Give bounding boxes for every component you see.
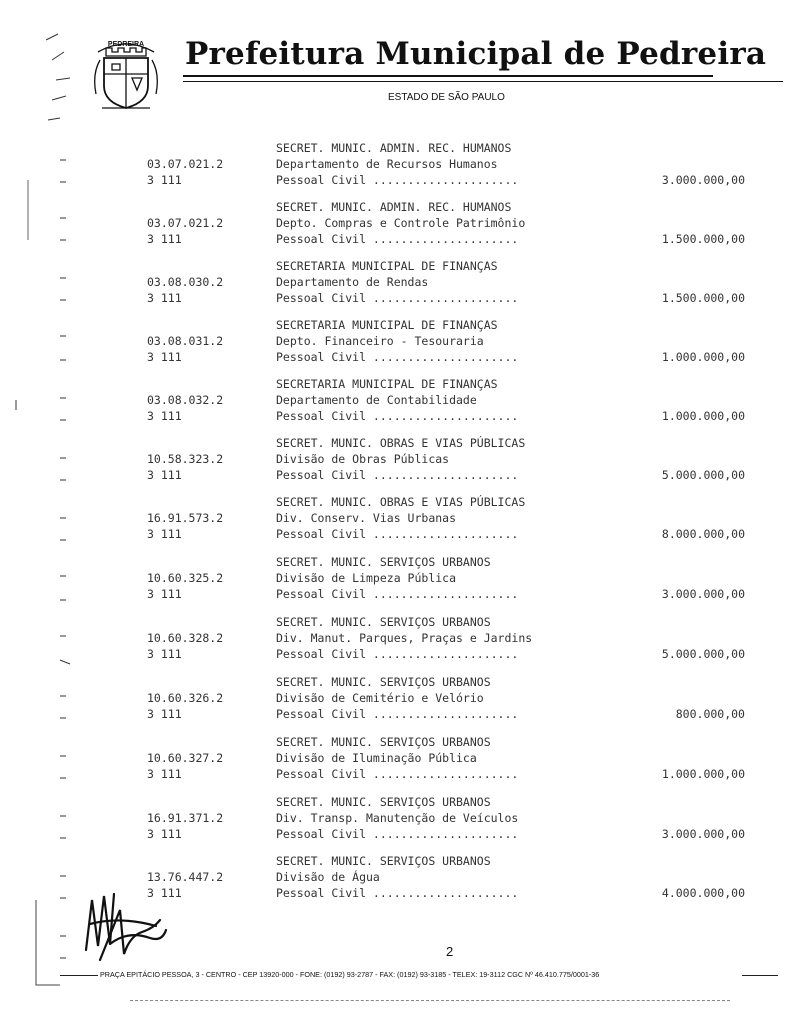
department: Departamento de Contabilidade xyxy=(276,393,477,407)
amount: 1.000.000,00 xyxy=(661,409,745,423)
amount: 5.000.000,00 xyxy=(661,647,745,661)
program-code: 03.08.031.2 xyxy=(147,334,224,348)
expense-description: Pessoal Civil ..................... xyxy=(276,468,519,482)
expense-description: Pessoal Civil ..................... xyxy=(276,587,519,601)
department: Divisão de Limpeza Pública xyxy=(276,571,457,585)
footer-rule-right xyxy=(742,975,778,976)
amount: 1.500.000,00 xyxy=(661,232,745,246)
expense-description: Pessoal Civil ..................... xyxy=(276,173,519,187)
department: Depto. Financeiro - Tesouraria xyxy=(276,334,484,348)
amount: 5.000.000,00 xyxy=(661,468,745,482)
expense-description: Pessoal Civil ..................... xyxy=(276,527,519,541)
amount: 4.000.000,00 xyxy=(661,886,745,900)
expense-element: 3 111 xyxy=(147,350,182,364)
amount: 1.000.000,00 xyxy=(661,350,745,364)
seal-lettering: PEDREIRA xyxy=(107,41,145,48)
expense-description: Pessoal Civil ..................... xyxy=(276,827,519,841)
secretariat: SECRET. MUNIC. OBRAS E VIAS PÚBLICAS xyxy=(276,495,526,509)
program-code: 10.60.326.2 xyxy=(147,691,224,705)
department: Divisão de Cemitério e Velório xyxy=(276,691,484,705)
expense-description: Pessoal Civil ..................... xyxy=(276,350,519,364)
secretariat: SECRETARIA MUNICIPAL DE FINANÇAS xyxy=(276,259,498,273)
expense-element: 3 111 xyxy=(147,707,182,721)
secretariat: SECRET. MUNIC. SERVIÇOS URBANOS xyxy=(276,615,491,629)
department: Divisão de Obras Públicas xyxy=(276,452,450,466)
handwritten-signature xyxy=(80,880,170,970)
secretariat: SECRET. MUNIC. OBRAS E VIAS PÚBLICAS xyxy=(276,436,526,450)
expense-description: Pessoal Civil ..................... xyxy=(276,767,519,781)
expense-element: 3 111 xyxy=(147,886,182,900)
budget-entry xyxy=(0,140,800,200)
expense-description: Pessoal Civil ..................... xyxy=(276,291,519,305)
amount: 8.000.000,00 xyxy=(661,527,745,541)
budget-entry xyxy=(0,494,800,554)
expense-description: Pessoal Civil ..................... xyxy=(276,707,519,721)
state-subtitle: ESTADO DE SÃO PAULO xyxy=(388,92,505,103)
program-code: 10.60.328.2 xyxy=(147,631,224,645)
secretariat: SECRET. MUNIC. SERVIÇOS URBANOS xyxy=(276,675,491,689)
expense-element: 3 111 xyxy=(147,468,182,482)
secretariat: SECRETARIA MUNICIPAL DE FINANÇAS xyxy=(276,318,498,332)
expense-element: 3 111 xyxy=(147,767,182,781)
amount: 1.500.000,00 xyxy=(661,291,745,305)
page-title: Prefeitura Municipal de Pedreira xyxy=(185,36,767,72)
expense-element: 3 111 xyxy=(147,291,182,305)
program-code: 03.08.032.2 xyxy=(147,393,224,407)
budget-entry xyxy=(0,317,800,377)
expense-description: Pessoal Civil ..................... xyxy=(276,647,519,661)
department: Div. Conserv. Vias Urbanas xyxy=(276,511,457,525)
program-code: 10.60.325.2 xyxy=(147,571,224,585)
program-code: 16.91.573.2 xyxy=(147,511,224,525)
budget-entry xyxy=(0,199,800,259)
secretariat: SECRET. MUNIC. SERVIÇOS URBANOS xyxy=(276,854,491,868)
expense-element: 3 111 xyxy=(147,409,182,423)
department: Departamento de Rendas xyxy=(276,275,429,289)
program-code: 03.08.030.2 xyxy=(147,275,224,289)
budget-entry xyxy=(0,376,800,436)
footer-address: PRAÇA EPITÁCIO PESSOA, 3 - CENTRO - CEP 13920-000 - FONE: (0192) 93-2787 - FAX: (0192) 93-3185 - TELEX: 19-3112 CGC Nº 46.410.775/0001-36 xyxy=(100,970,600,979)
amount: 800.000,00 xyxy=(675,707,745,721)
program-code: 10.58.323.2 xyxy=(147,452,224,466)
department: Depto. Compras e Controle Patrimônio xyxy=(276,216,526,230)
budget-entry xyxy=(0,614,800,674)
page-number: 2 xyxy=(446,944,454,959)
footer-rule-left xyxy=(60,975,98,976)
expense-element: 3 111 xyxy=(147,647,182,661)
budget-entry xyxy=(0,554,800,614)
amount: 3.000.000,00 xyxy=(661,827,745,841)
department: Divisão de Água xyxy=(276,870,380,884)
expense-element: 3 111 xyxy=(147,827,182,841)
expense-description: Pessoal Civil ..................... xyxy=(276,409,519,423)
secretariat: SECRET. MUNIC. ADMIN. REC. HUMANOS xyxy=(276,141,512,155)
expense-element: 3 111 xyxy=(147,232,182,246)
secretariat: SECRET. MUNIC. SERVIÇOS URBANOS xyxy=(276,795,491,809)
expense-description: Pessoal Civil ..................... xyxy=(276,232,519,246)
budget-entry xyxy=(0,734,800,794)
expense-element: 3 111 xyxy=(147,527,182,541)
program-code: 03.07.021.2 xyxy=(147,216,224,230)
amount: 3.000.000,00 xyxy=(661,173,745,187)
bottom-scan-dashes xyxy=(130,1000,730,1002)
amount: 1.000.000,00 xyxy=(661,767,745,781)
budget-entry xyxy=(0,674,800,734)
department: Div. Manut. Parques, Praças e Jardins xyxy=(276,631,533,645)
expense-description: Pessoal Civil ..................... xyxy=(276,886,519,900)
secretariat: SECRET. MUNIC. SERVIÇOS URBANOS xyxy=(276,555,491,569)
secretariat: SECRET. MUNIC. SERVIÇOS URBANOS xyxy=(276,735,491,749)
program-code: 13.76.447.2 xyxy=(147,870,224,884)
amount: 3.000.000,00 xyxy=(661,587,745,601)
budget-entry xyxy=(0,258,800,318)
program-code: 03.07.021.2 xyxy=(147,157,224,171)
secretariat: SECRET. MUNIC. ADMIN. REC. HUMANOS xyxy=(276,200,512,214)
secretariat: SECRETARIA MUNICIPAL DE FINANÇAS xyxy=(276,377,498,391)
expense-element: 3 111 xyxy=(147,173,182,187)
budget-entry xyxy=(0,794,800,854)
program-code: 10.60.327.2 xyxy=(147,751,224,765)
department: Div. Transp. Manutenção de Veículos xyxy=(276,811,519,825)
budget-entry xyxy=(0,435,800,495)
expense-element: 3 111 xyxy=(147,587,182,601)
department: Departamento de Recursos Humanos xyxy=(276,157,498,171)
program-code: 16.91.371.2 xyxy=(147,811,224,825)
department: Divisão de Iluminação Pública xyxy=(276,751,477,765)
